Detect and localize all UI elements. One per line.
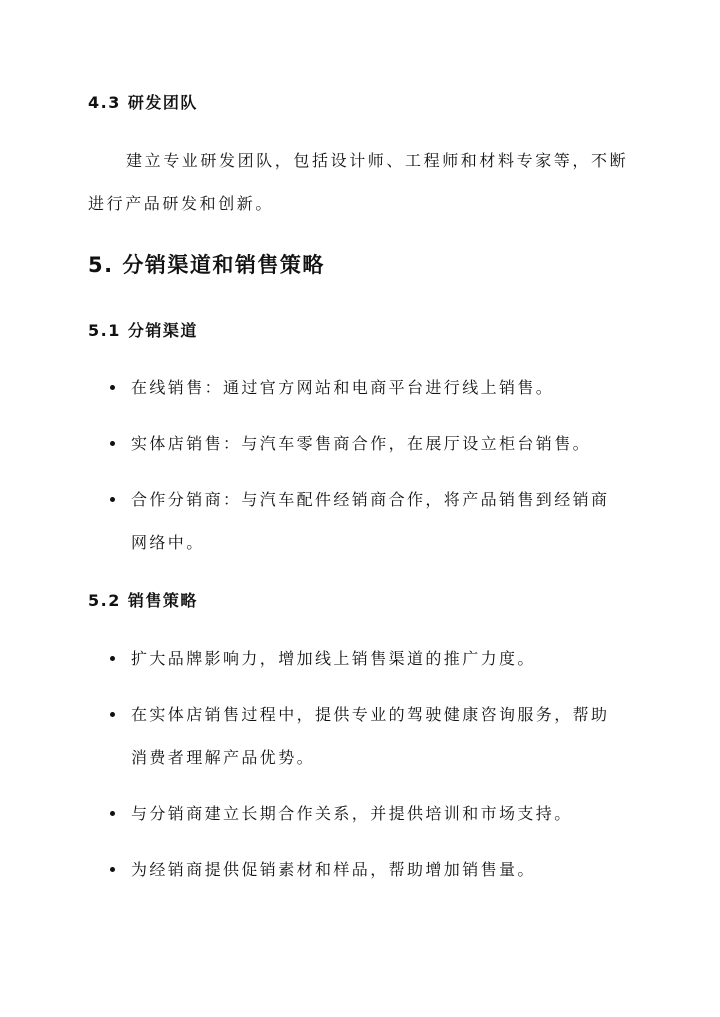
paragraph-line: 建立专业研发团队，包括设计师、工程师和材料专家等，不断 — [126, 151, 629, 170]
list-item-text: 网络中。 — [131, 533, 205, 552]
list-item-text: 实体店销售：与汽车零售商合作，在展厅设立柜台销售。 — [131, 434, 592, 453]
list-item-text: 消费者理解产品优势。 — [131, 748, 316, 767]
bullet-icon — [110, 712, 115, 717]
list-item-text: 与分销商建立长期合作关系，并提供培训和市场支持。 — [131, 804, 573, 823]
list-item-text: 在实体店销售过程中，提供专业的驾驶健康咨询服务，帮助 — [131, 705, 610, 724]
bullet-icon — [110, 385, 115, 390]
list-item-text: 扩大品牌影响力，增加线上销售渠道的推广力度。 — [131, 649, 536, 668]
bullet-icon — [110, 867, 115, 872]
list-item-text: 为经销商提供促销素材和样品，帮助增加销售量。 — [131, 860, 536, 879]
section-heading-5: 5. 分销渠道和销售策略 — [88, 253, 325, 277]
bullet-icon — [110, 497, 115, 502]
list-item-text: 在线销售：通过官方网站和电商平台进行线上销售。 — [131, 378, 555, 397]
paragraph-line: 进行产品研发和创新。 — [88, 194, 275, 213]
section-heading-5-1: 5.1 分销渠道 — [88, 321, 198, 340]
bullet-icon — [110, 441, 115, 446]
section-heading-5-2: 5.2 销售策略 — [88, 591, 198, 610]
bullet-icon — [110, 811, 115, 816]
section-heading-4-3: 4.3 研发团队 — [88, 93, 198, 112]
list-item-text: 合作分销商：与汽车配件经销商合作，将产品销售到经销商 — [131, 490, 610, 509]
bullet-icon — [110, 656, 115, 661]
